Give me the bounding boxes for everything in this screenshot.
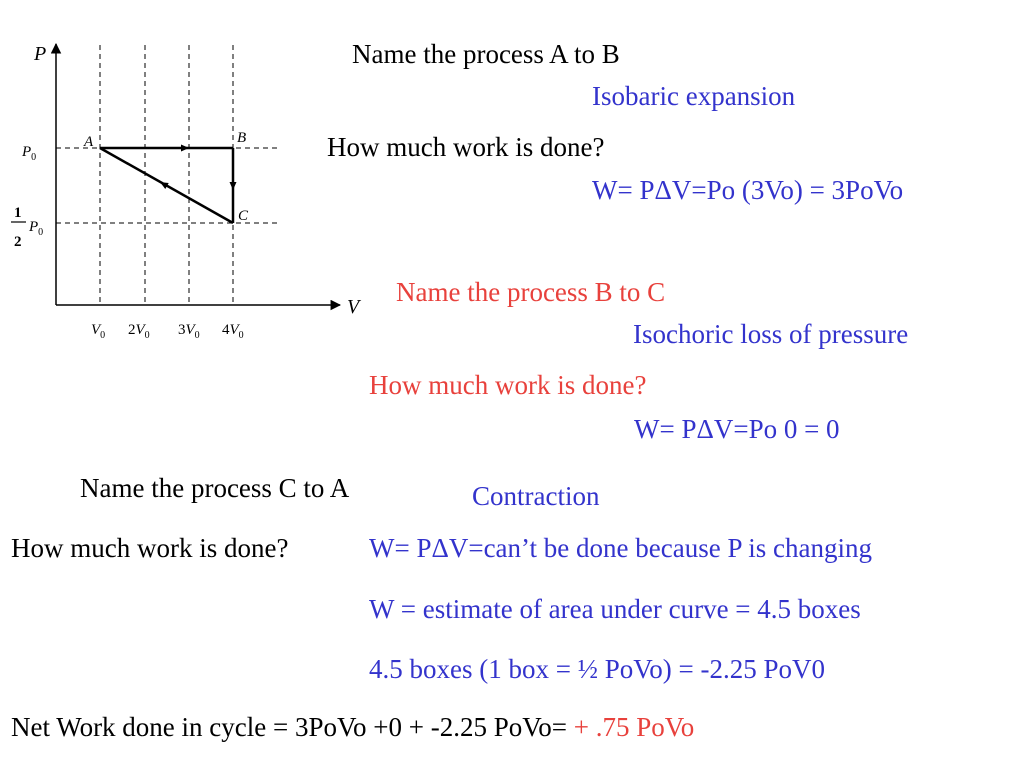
point-b-label: B <box>237 130 247 146</box>
ab-process-question: Name the process A to B <box>352 39 620 69</box>
half-p0-tick-label <box>11 205 43 250</box>
point-c-label: C <box>238 208 249 224</box>
ca-process-question: Name the process C to A <box>80 473 350 503</box>
ca-work-answer-line1: W= PΔV=can’t be done because P is changing <box>369 533 872 563</box>
bc-process-question: Name the process B to C <box>396 277 666 307</box>
gridlines <box>56 45 280 305</box>
point-a-label: A <box>84 134 94 150</box>
ab-work-answer: W= PΔV=Po (3Vo) = 3PoVo <box>592 175 904 205</box>
bc-work-answer: W= PΔV=Po 0 = 0 <box>634 414 840 444</box>
3v0-tick-label: $3V_0$ <box>178 322 200 341</box>
2v0-tick-label: $2V_0$ <box>128 322 150 341</box>
half-denominator: 2 <box>14 234 22 250</box>
p0-tick-label: $P_0$ <box>22 144 37 163</box>
net-work-result: + .75 PoVo <box>566 712 695 742</box>
ab-process-answer: Isobaric expansion <box>592 81 796 111</box>
4v0-tick-label: $4V_0$ <box>222 322 244 341</box>
half-numerator: 1 <box>14 205 22 221</box>
bc-work-question: How much work is done? <box>369 370 647 400</box>
v0-tick-label: $V_0$ <box>91 322 106 341</box>
net-work-label: Net Work done in cycle = 3PoVo +0 + -2.25 PoVo= <box>11 712 567 742</box>
direction-arrow-b-to-c <box>230 182 237 190</box>
v-axis-label: V <box>347 296 360 318</box>
ca-work-answer-line2: W = estimate of area under curve = 4.5 boxes <box>369 594 861 624</box>
ab-work-question: How much work is done? <box>327 132 605 162</box>
net-work-line <box>11 714 694 741</box>
half-p0-symbol: $P_0$ <box>29 219 44 238</box>
ca-work-question: How much work is done? <box>11 533 289 563</box>
bc-process-answer: Isochoric loss of pressure <box>633 319 909 349</box>
direction-arrow-a-to-b <box>181 145 189 152</box>
pv-diagram <box>0 0 380 350</box>
ca-work-answer-line3: 4.5 boxes (1 box = ½ PoVo) = -2.25 PoV0 <box>369 654 825 684</box>
p-axis-label: P <box>34 43 47 65</box>
ca-process-answer: Contraction <box>472 481 600 511</box>
